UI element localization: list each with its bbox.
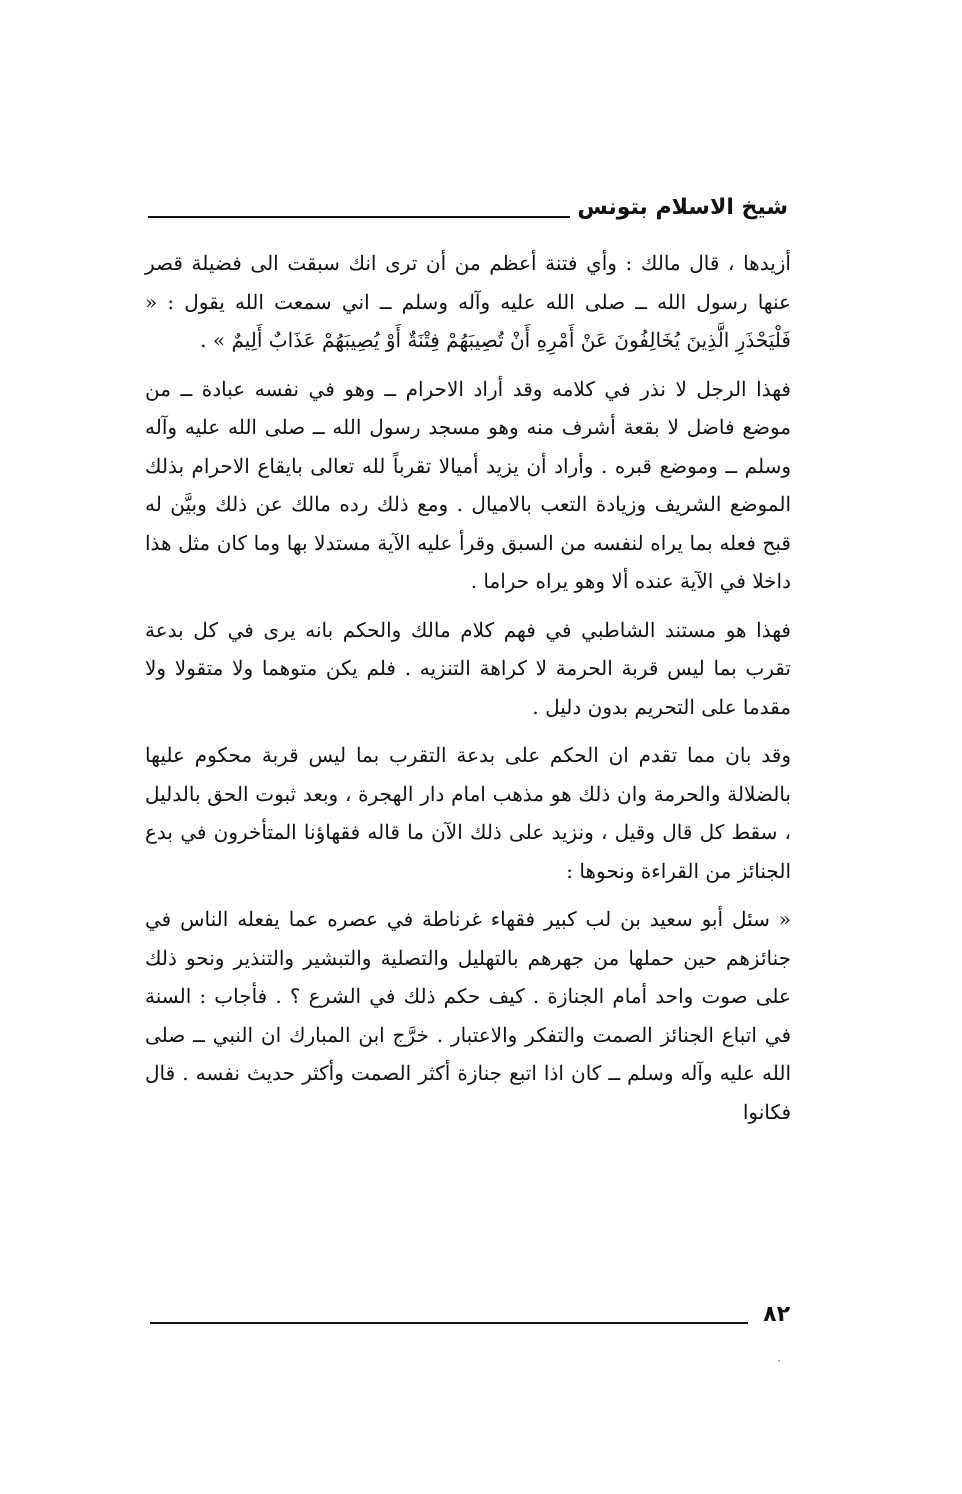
body-text [145,244,791,1131]
footer-rule [150,1322,748,1324]
page-footer [150,1300,790,1340]
running-title: شيخ الاسلام بتونس [577,195,788,220]
paragraph-gap [145,890,791,900]
paragraph-3: فهذا هو مستند الشاطبي في فهم كلام مالك والحكم بانه يرى في كل بدعة تقرب بما ليس قربة الحرمة لا كراهة التنزيه . فلم يكن متوهما ولا متقولا ولا مقدما على التحريم بدون دليل . [145,617,791,719]
paragraph-2: فهذا الرجل لا نذر في كلامه وقد أراد الاحرام ــ وهو في نفسه عبادة ــ من موضع فاضل لا بقعة أشرف منه وهو مسجد رسول الله ــ صلى الله عليه وآله وسلم ــ وموضع قبره . وأراد أن يزيد أميالا تقرباً لله تعالى بايقاع الاحرام بذلك الموضع الشريف وزيادة التعب بالاميال . ومع ذلك رده مالك عن ذلك وبيَّن له قبح فعله بما يراه لنفسه من السبق وقرأ عليه الآية مستدلا بها وما كان مثل هذا داخلا في الآية عنده ألا وهو يراه حراما . [145,376,791,593]
paragraph-1: أزيدها ، قال مالك : وأي فتنة أعظم من أن ترى انك سبقت الى فضيلة قصر عنها رسول الله ــ صلى الله عليه وآله وسلم ــ اني سمعت الله يقول : « فَلْيَحْذَرِ الَّذِينَ يُخَالِفُونَ عَنْ أَمْرِهِ أَنْ تُصِيبَهُمْ فِتْنَةٌ أَوْ يُصِيبَهُمْ عَذَابٌ أَلِيمٌ » . [145,251,791,352]
paper-speck [778,1360,780,1362]
paragraph-gap [145,726,791,736]
header-rule [148,216,570,218]
page-number: ٨٢ [763,1302,790,1327]
page-header [148,192,788,232]
paragraph-gap [145,601,791,611]
paragraph-5: « سئل أبو سعيد بن لب كبير فقهاء غرناطة في عصره عما يفعله الناس في جنائزهم حين حملها من جهرهم بالتهليل والتصلية والتبشير والتنذير ونحو ذلك على صوت واحد أمام الجنازة . كيف حكم ذلك في الشرع ؟ . فأجاب : السنة في اتباع الجنائز الصمت والتفكر والاعتبار . خرَّج ابن المبارك ان النبي ــ صلى الله عليه وآله وسلم ــ كان اذا اتبع جنازة أكثر الصمت وأكثر حديث نفسه . قال فكانوا [145,907,792,1124]
paragraph-gap [145,360,791,370]
paragraph-4: وقد بان مما تقدم ان الحكم على بدعة التقرب بما ليس قربة محكوم عليها بالضلالة والحرمة وان ذلك هو مذهب امام دار الهجرة ، وبعد ثبوت الحق بالدليل ، سقط كل قال وقيل ، ونزيد على ذلك الآن ما قاله فقهاؤنا المتأخرون في بدع الجنائز من القراءة ونحوها : [145,743,791,883]
